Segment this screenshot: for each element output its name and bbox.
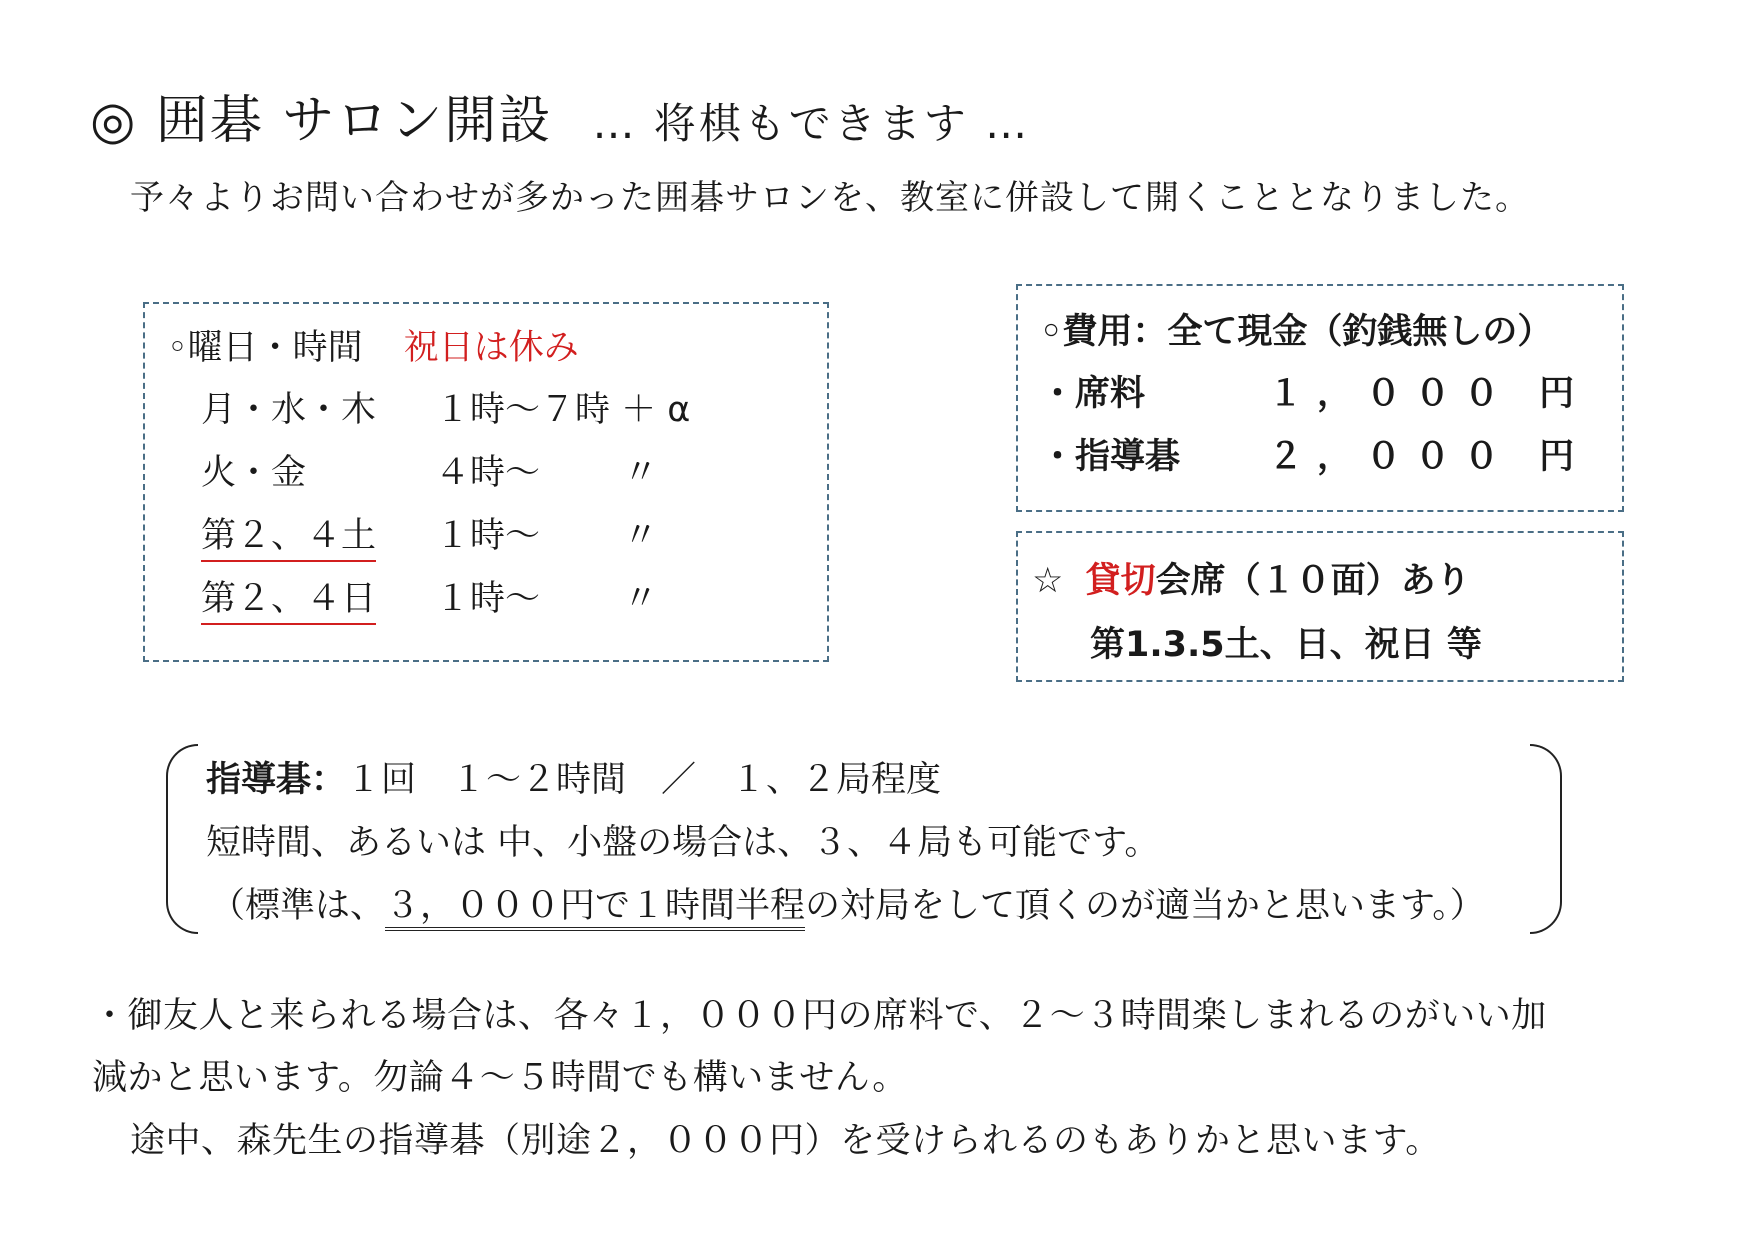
note-line-2: 減かと思います。勿論４〜５時間でも構いません。 xyxy=(92,1058,908,1098)
fee-amount: １，０００ 円 xyxy=(1268,374,1589,414)
intro-text: 予々よりお問い合わせが多かった囲碁サロンを、教室に併設して開くこととなりました。 xyxy=(130,178,1530,218)
schedule-time: １時〜 xyxy=(435,579,541,619)
fee-label: ・席料 xyxy=(1040,374,1146,414)
schedule-heading-text: ◦曜日・時間 xyxy=(167,328,363,368)
schedule-box xyxy=(143,302,829,662)
fee-label: ・指導碁 xyxy=(1040,437,1181,477)
fee-box xyxy=(1016,284,1624,512)
ditto-mark: 〃 xyxy=(623,579,659,619)
guidance-line-1 xyxy=(206,752,941,802)
charter-days: 第1.3.5土、日、祝日 等 xyxy=(1090,625,1482,665)
schedule-time: ４時〜 xyxy=(435,453,541,493)
guidance-line-3 xyxy=(210,878,1485,928)
schedule-days: 火・金 xyxy=(201,453,307,493)
title-text: ◎ 囲碁 サロン開設 xyxy=(90,91,553,151)
charter-box xyxy=(1016,531,1624,682)
subtitle-text: … 将棋もできます … xyxy=(592,99,1031,148)
charter-rest: 会席（１０面）あり xyxy=(1155,561,1471,601)
schedule-heading xyxy=(167,320,579,370)
guidance-line-2: 短時間、あるいは 中、小盤の場合は、３、４局も可能です。 xyxy=(206,823,1160,863)
ditto-mark: 〃 xyxy=(623,453,659,493)
guidance-line3-pre: （標準は、 xyxy=(210,886,386,926)
note-line-3: 途中、森先生の指導碁（別途２，０００円）を受けられるのもありかと思います。 xyxy=(130,1121,1441,1161)
note-line-1: ・御友人と来られる場合は、各々１，０００円の席料で、２〜３時間楽しまれるのがいい加 xyxy=(92,996,1547,1036)
fee-amount: ２，０００ 円 xyxy=(1268,437,1589,477)
schedule-time: １時〜７時 ＋ α xyxy=(435,390,691,430)
page-title xyxy=(90,78,1030,153)
guidance-standard-price: ３，０００円で１時間半程 xyxy=(385,886,805,931)
schedule-days: 第２、４日 xyxy=(201,571,376,625)
schedule-time: １時〜 xyxy=(435,516,541,556)
guidance-line1-text: １回 １〜２時間 ／ １、２局程度 xyxy=(346,760,942,800)
bracket-left xyxy=(166,744,198,934)
charter-heading xyxy=(1032,553,1471,603)
schedule-days: 月・水・木 xyxy=(201,390,377,430)
ditto-mark: 〃 xyxy=(623,516,659,556)
guidance-line3-post: の対局をして頂くのが適当かと思います。） xyxy=(805,886,1485,926)
guidance-label: 指導碁： xyxy=(206,760,347,800)
charter-keyword: 貸切 xyxy=(1085,561,1156,601)
fee-heading: ◦費用：全て現金（釣銭無しの） xyxy=(1040,312,1553,352)
schedule-days: 第２、４土 xyxy=(201,508,376,562)
bracket-right xyxy=(1530,744,1562,934)
star-icon: ☆ xyxy=(1032,561,1064,601)
holiday-note: 祝日は休み xyxy=(403,328,579,368)
